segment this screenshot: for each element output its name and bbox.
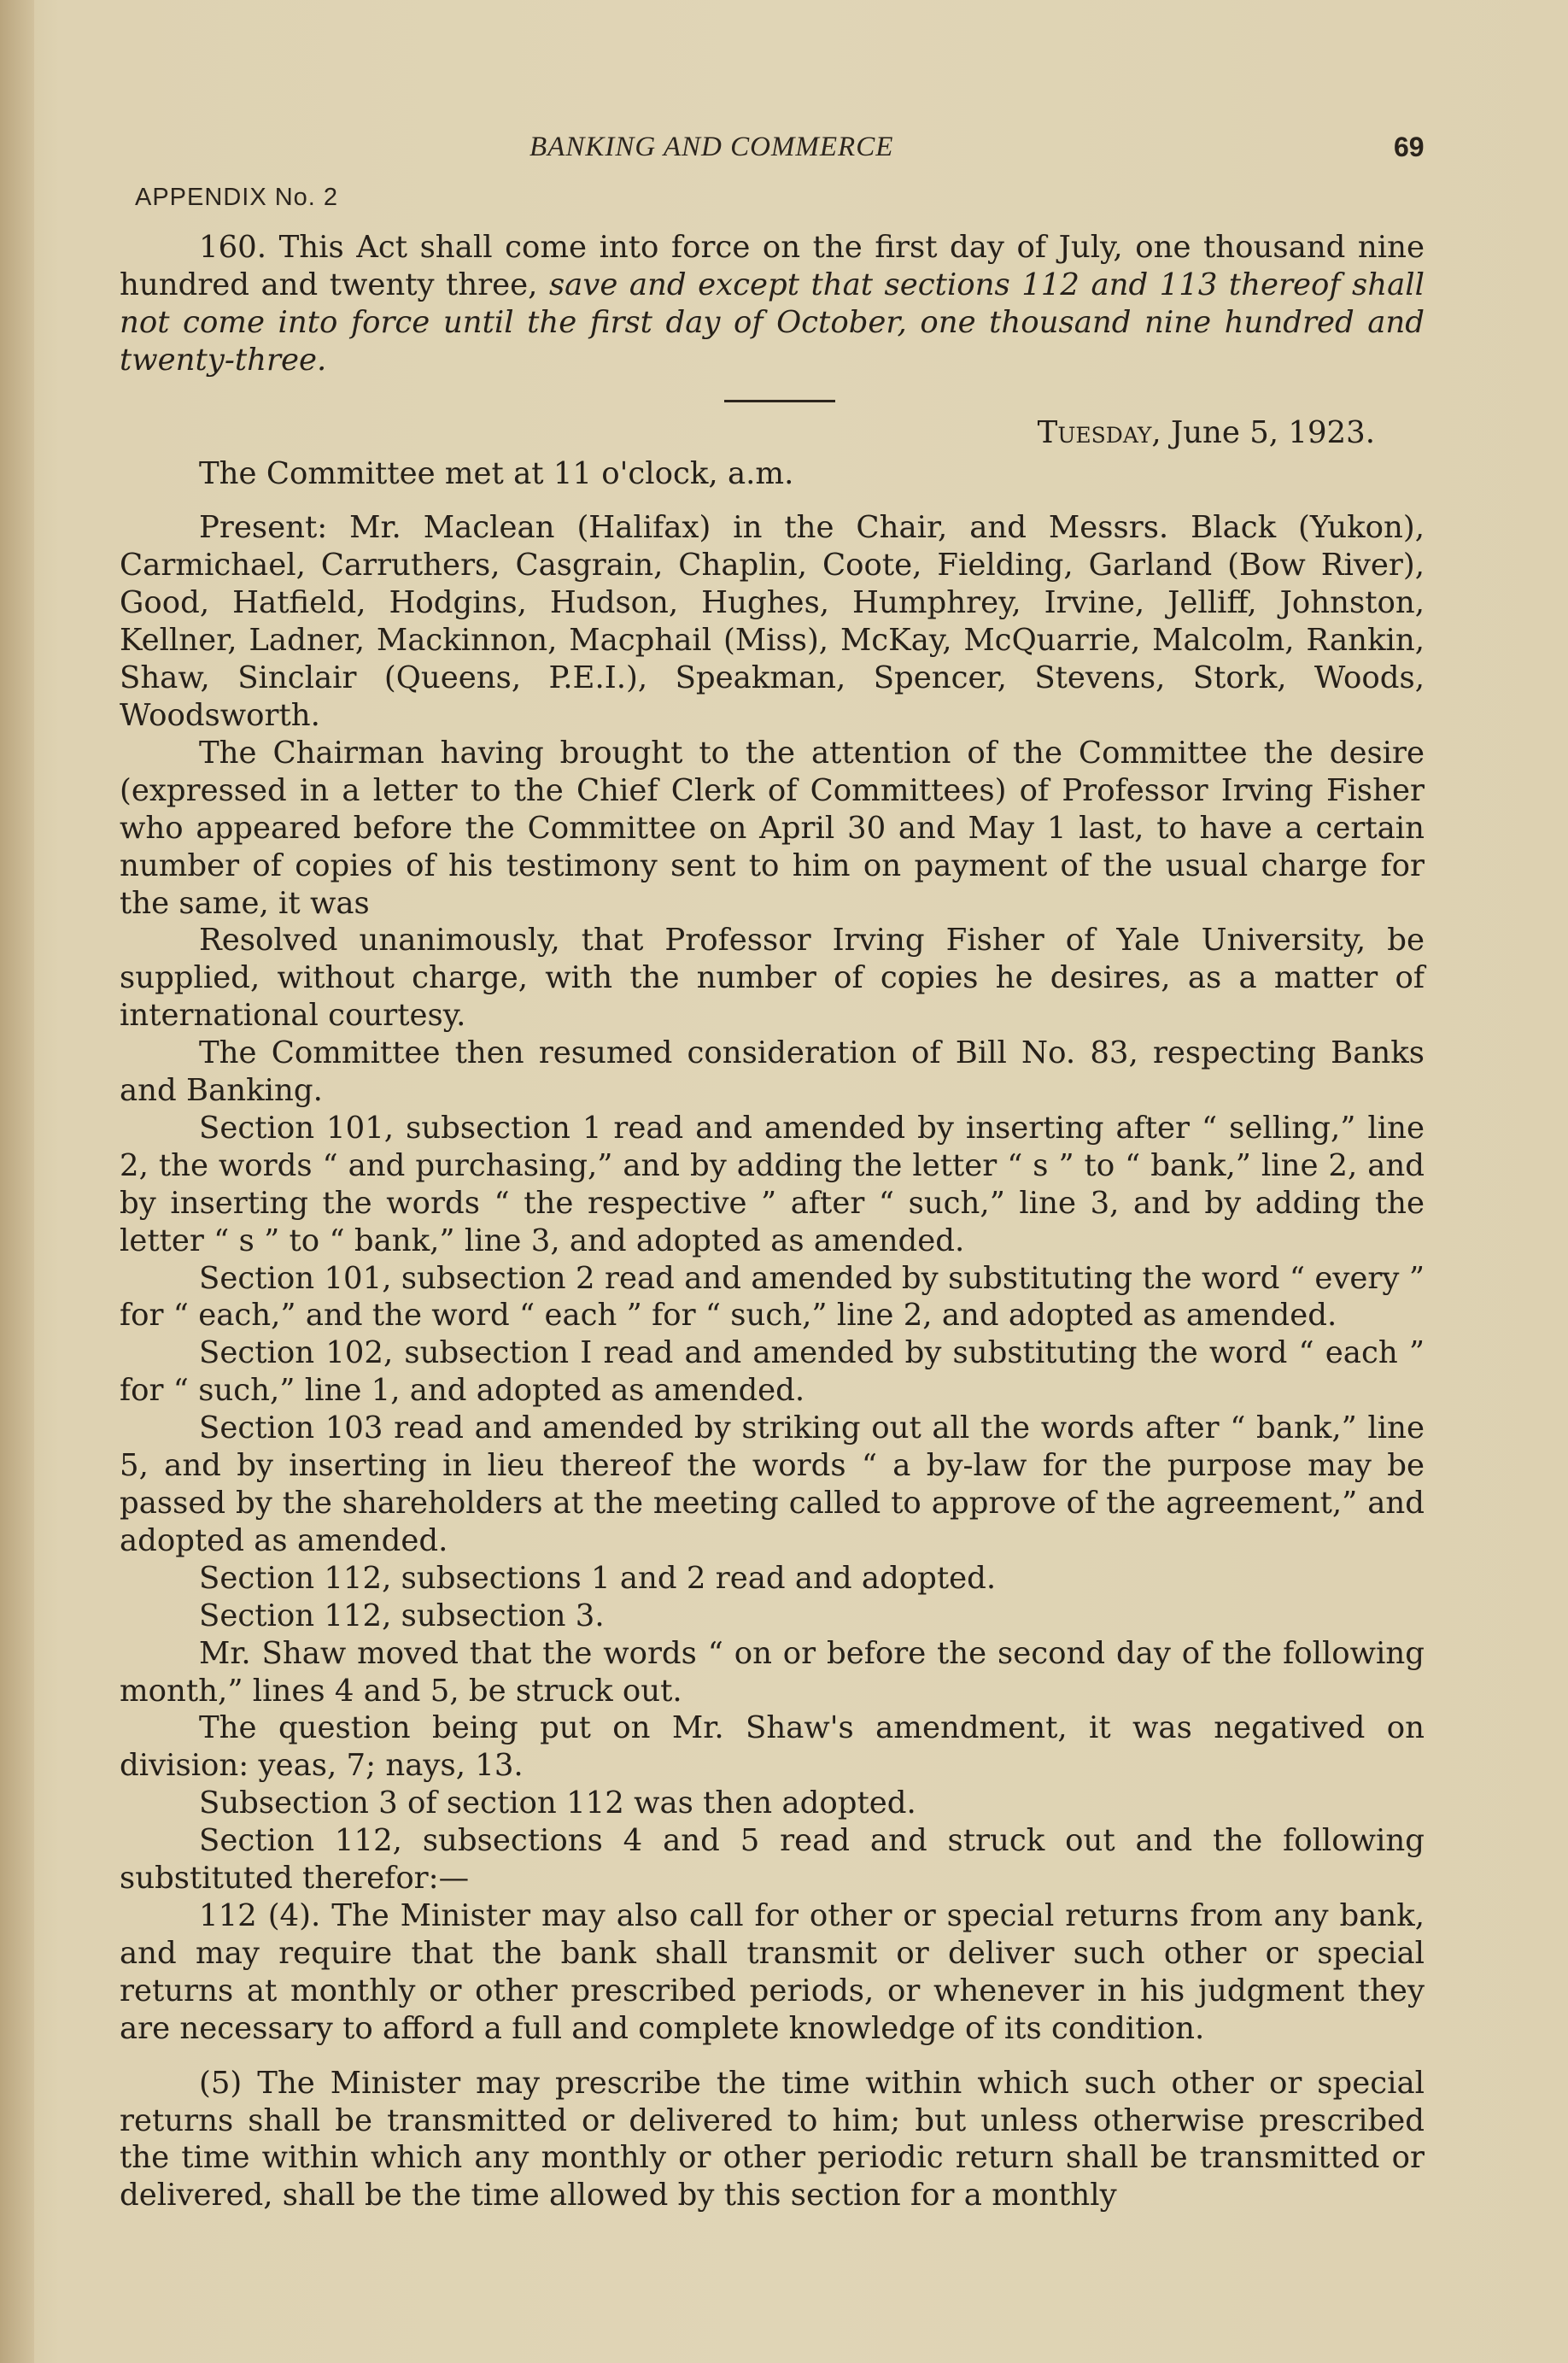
paragraph-section-101-2: Section 101, subsection 2 read and amended by substituting the word “ every ” for “ each,” and the word “ each ” for “ such,” line 2, and adopted as amended.	[120, 1260, 1425, 1334]
paragraph-present: Present: Mr. Maclean (Halifax) in the Chair, and Messrs. Black (Yukon), Carmichael, Carruthers, Casgrain, Chaplin, Coote, Fielding, Garland (Bow River), Good, Hatfield, Hodgins, Hudson, Hughes, Humphrey, Irvine, Jelliff, Johnston, Kellner, Ladner, Mackinnon, Macphail (Miss), McKay, McQuarrie, Malcolm, Rankin, Shaw, Sinclair (Queens, P.E.I.), Speakman, Spencer, Stevens, Stork, Woods, Woodsworth.	[120, 510, 1425, 733]
meeting-date-rest: June 5, 1923.	[1161, 414, 1375, 450]
section-divider	[724, 400, 835, 402]
paragraph-section-112-1-2: Section 112, subsections 1 and 2 read and adopted.	[199, 1560, 997, 1596]
meeting-day: Tuesday,	[1037, 414, 1161, 450]
paragraph-section-112-3: Section 112, subsection 3.	[199, 1598, 605, 1633]
paragraph-shaw-motion: Mr. Shaw moved that the words “ on or before the second day of the following month,” lines 4 and 5, be struck out.	[120, 1635, 1425, 1709]
quoted-subsection-4: 112 (4). The Minister may also call for other or special returns from any bank, and may require that the bank shall transmit or deliver such other or special returns at monthly or other prescribed periods, or whenever in his judgment they are necessary to afford a full and complete knowledge of its condition.	[120, 1897, 1425, 2046]
paragraph-subsection-3-adopted: Subsection 3 of section 112 was then adopted.	[199, 1785, 916, 1821]
section-160-italic-text: save and except that sections 112 and 113 thereof shall not come into force until the first day of October, one thousand nine hundred and twenty-three.	[120, 267, 1425, 378]
paragraph-resolved: Resolved unanimously, that Professor Irving Fisher of Yale University, be supplied, without charge, with the number of copies he desires, as a matter of international courtesy.	[120, 923, 1425, 1034]
paragraph-question: The question being put on Mr. Shaw's amendment, it was negatived on division: yeas, 7; nays, 13.	[120, 1710, 1425, 1784]
binding-gutter	[0, 0, 34, 2363]
paragraph-chairman: The Chairman having brought to the attention of the Committee the desire (expressed in a letter to the Chief Clerk of Committees) of Professor Irving Fisher who appeared before the Committee on April 30 and May 1 last, to have a certain number of copies of his testimony sent to him on payment of the usual charge for the same, it was	[120, 735, 1425, 921]
paragraph-section-101-1: Section 101, subsection 1 read and amended by inserting after “ selling,” line 2, the words “ and purchasing,” and by adding the letter “ s ” to “ bank,” line 2, and by inserting the words “ the respective ” after “ such,” line 3, and by adding the letter “ s ” to “ bank,” line 3, and adopted as amended.	[120, 1110, 1425, 1258]
document-body	[120, 229, 1425, 2214]
meeting-date	[120, 414, 1425, 452]
paragraph-section-112-4-5: Section 112, subsections 4 and 5 read and struck out and the following substituted therefor:—	[120, 1823, 1425, 1897]
section-160-text: 160. This Act shall come into force on the first day of July, one thousand nine hundred and twenty three,	[120, 230, 1425, 302]
quoted-subsection-5: (5) The Minister may prescribe the time within which such other or special returns shall be transmitted or delivered to him; but unless otherwise prescribed the time within which any monthly or other periodic return shall be transmitted or delivered, shall be the time allowed by this section for a monthly	[120, 2065, 1425, 2213]
appendix-label: APPENDIX No. 2	[135, 184, 339, 211]
paragraph-section-103: Section 103 read and amended by striking out all the words after “ bank,” line 5, and by inserting in lieu thereof the words “ a by-law for the purpose may be passed by the shareholders at the meeting called to approve of the agreement,” and adopted as amended.	[120, 1410, 1425, 1558]
page-number: 69	[1394, 132, 1425, 162]
paragraph-met: The Committee met at 11 o'clock, a.m.	[199, 455, 794, 491]
paragraph-resumed: The Committee then resumed consideration of Bill No. 83, respecting Banks and Banking.	[120, 1035, 1425, 1109]
paragraph-section-160	[120, 229, 1425, 379]
running-head: BANKING AND COMMERCE	[529, 132, 894, 162]
paragraph-section-102: Section 102, subsection I read and amended by substituting the word “ each ” for “ such,” line 1, and adopted as amended.	[120, 1335, 1425, 1409]
page-header	[0, 128, 1568, 171]
